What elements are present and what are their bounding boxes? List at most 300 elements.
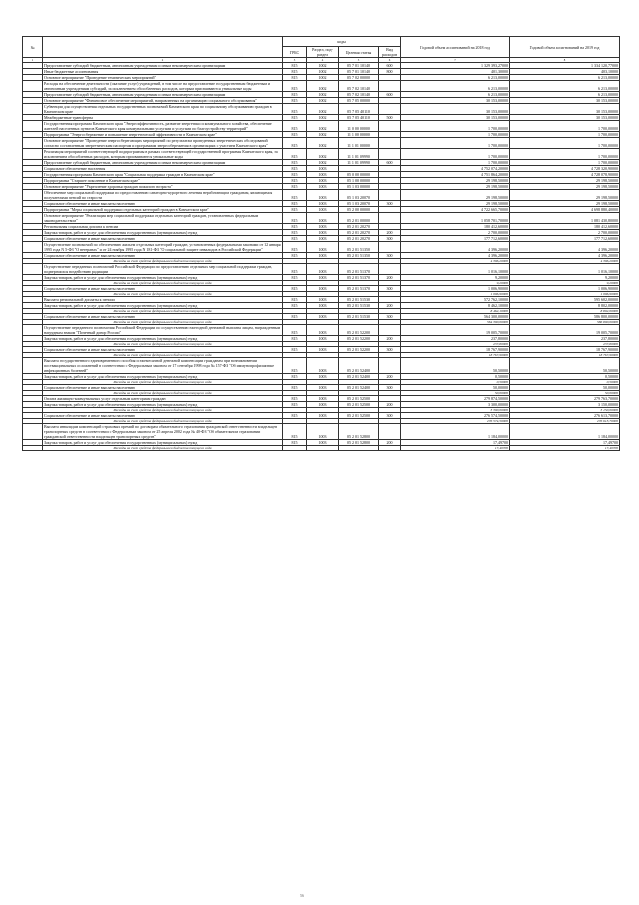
item-name-cell: Основное мероприятие "Реализация мер социальной поддержки отдельных категорий граждан, установленных федеральным законодательством"	[43, 213, 283, 224]
item-name-cell: Расходы за счет средств федерального бюджета текущего года	[43, 380, 283, 385]
amount-2018-cell: 50,00000	[401, 391, 510, 396]
razdel-code-cell: 1003	[307, 224, 339, 230]
amount-2019-cell: 29 198,50000	[510, 184, 620, 190]
item-name-cell: Социальное обеспечение и иные выплаты населению	[43, 236, 283, 242]
expense-type-cell: 300	[379, 201, 401, 207]
amount-2019-cell: 1 334 120,77000	[510, 63, 620, 69]
grbs-code-cell: 815	[283, 92, 307, 98]
amount-2018-cell: 18 767,90000	[401, 353, 510, 358]
amount-2018-cell: 1 329 393,27000	[401, 63, 510, 69]
expense-type-cell: 200	[379, 402, 401, 408]
amount-2018-cell: 564 300,00000	[401, 320, 510, 325]
budget-row	[23, 190, 620, 201]
expense-type-cell: 300	[379, 286, 401, 292]
item-name-cell: Иные бюджетные ассигнования	[43, 69, 283, 75]
amount-2018-cell: 279 874,50000	[401, 396, 510, 402]
grbs-code-cell: 815	[283, 314, 307, 320]
amount-2018-cell: 30 153,00000	[401, 104, 510, 115]
amount-2019-cell: 586 800,00000	[510, 314, 620, 320]
target-article-cell: 05 2 00 00000	[339, 207, 379, 213]
amount-2018-cell: 1 700,00000	[401, 138, 510, 149]
amount-2018-cell: 3 300,00000	[401, 402, 510, 408]
amount-2019-cell: 237,80000	[510, 342, 620, 347]
item-name-cell: Закупка товаров, работ и услуг для обеспечения государственных (муниципальных) нужд	[43, 303, 283, 309]
grbs-code-cell: 815	[283, 172, 307, 178]
target-article-cell: 05 2 01 51530	[339, 303, 379, 309]
amount-2018-cell: 4 396,20000	[401, 259, 510, 264]
budget-row	[23, 81, 620, 92]
razdel-code-cell: 1003	[307, 325, 339, 336]
column-index: 8	[510, 58, 620, 63]
expense-type-cell: 200	[379, 303, 401, 309]
target-article-cell: 05 7 02 10140	[339, 81, 379, 92]
razdel-code-cell: 1003	[307, 314, 339, 320]
amount-2018-cell: 1 700,00000	[401, 160, 510, 166]
row-number-cell	[23, 81, 43, 92]
amount-2019-cell: 19 005,70000	[510, 325, 620, 336]
amount-2019-cell: 177 712,60000	[510, 236, 620, 242]
razdel-code-cell: 1003	[307, 347, 339, 353]
item-name-cell: Социальное обеспечение и иные выплаты населению	[43, 314, 283, 320]
grbs-code-cell: 815	[283, 424, 307, 440]
expense-type-cell: 200	[379, 336, 401, 342]
amount-2018-cell: 4 722 665,70000	[401, 207, 510, 213]
amount-2019-cell: 17,49700	[510, 446, 620, 451]
item-name-cell: Основное мероприятие "Финансовое обеспечение мероприятий, направленных на организацию социального обслуживания"	[43, 98, 283, 104]
grbs-code-cell: 815	[283, 166, 307, 172]
amount-2018-cell: 29 198,50000	[401, 178, 510, 184]
item-name-cell: Социальное обеспечение и иные выплаты населению	[43, 286, 283, 292]
amount-2018-cell: 401,30000	[401, 69, 510, 75]
amount-2018-cell: 17,49700	[401, 440, 510, 446]
amount-2019-cell: 237,80000	[510, 336, 620, 342]
amount-2019-cell: 586 800,00000	[510, 320, 620, 325]
item-name-cell: Реализация мероприятий соответствующей подпрограммы в рамках соответствующей государственной программы Камчатского края, за исключением обособленных расходов, которым присваиваются уникальные коды	[43, 149, 283, 160]
amount-2018-cell: 0,50000	[401, 380, 510, 385]
amount-2019-cell: 17,49700	[510, 440, 620, 446]
expense-type-cell	[379, 242, 401, 253]
amount-2018-cell: 572 762,10000	[401, 297, 510, 303]
target-article-cell	[339, 446, 379, 451]
item-name-cell: Закупка товаров, работ и услуг для обеспечения государственных (муниципальных) нужд	[43, 336, 283, 342]
target-article-cell: 05 1 03 20070	[339, 190, 379, 201]
razdel-code-cell: 1003	[307, 413, 339, 419]
item-name-cell: Расходы за счет средств федерального бюджета текущего года	[43, 342, 283, 347]
column-index: 2	[43, 58, 283, 63]
grbs-code-cell: 815	[283, 75, 307, 81]
grbs-code-cell: 815	[283, 440, 307, 446]
amount-2019-cell: 30 153,00000	[510, 98, 620, 104]
amount-2018-cell: 276 574,50000	[401, 419, 510, 424]
target-article-cell: 05 1 03 20070	[339, 201, 379, 207]
amount-2019-cell: 50,00000	[510, 391, 620, 396]
amount-2019-cell: 3 150,00000	[510, 402, 620, 408]
grbs-code-cell: 815	[283, 325, 307, 336]
amount-2019-cell: 4 396,20000	[510, 259, 620, 264]
razdel-code-cell: 1002	[307, 138, 339, 149]
amount-2019-cell: 30 153,00000	[510, 115, 620, 121]
item-name-cell: Расходы за счет средств федерального бюджета текущего года	[43, 446, 283, 451]
amount-2019-cell: 4 396,20000	[510, 253, 620, 259]
row-number-cell	[23, 138, 43, 149]
item-name-cell: Обеспечение мер социальной поддержки по предоставлению санаторно-курортного лечения неработающим гражданам, являющимся получателями пенсий по старости	[43, 190, 283, 201]
grbs-code-cell: 815	[283, 230, 307, 236]
razdel-code-cell: 1002	[307, 132, 339, 138]
row-number-cell	[23, 104, 43, 115]
col-razdel-header: Раздел, под-раздел	[307, 47, 339, 58]
expense-type-cell: 300	[379, 236, 401, 242]
budget-row	[23, 424, 620, 440]
amount-2019-cell: 6 213,00000	[510, 92, 620, 98]
expense-type-cell	[379, 190, 401, 201]
grbs-code-cell: 815	[283, 132, 307, 138]
col-name-header	[43, 37, 283, 58]
amount-2018-cell: 564 300,00000	[401, 314, 510, 320]
grbs-code-cell: 815	[283, 207, 307, 213]
item-name-cell: Осуществление переданного полномочия Российской Федерации по осуществлению ежегодной денежной выплаты лицам, награжденным нагрудным знаком "Почетный донор России"	[43, 325, 283, 336]
razdel-code-cell: 1003	[307, 396, 339, 402]
razdel-code-cell: 1003	[307, 264, 339, 275]
expense-type-cell	[379, 213, 401, 224]
grbs-code-cell: 815	[283, 224, 307, 230]
razdel-code-cell: 1002	[307, 115, 339, 121]
target-article-cell: 05 2 01 52500	[339, 413, 379, 419]
razdel-code-cell	[307, 446, 339, 451]
amount-2018-cell: 29 198,50000	[401, 184, 510, 190]
row-number-cell	[23, 190, 43, 201]
razdel-code-cell: 1003	[307, 190, 339, 201]
amount-2019-cell: 0,50000	[510, 374, 620, 380]
target-article-cell: 05 7 02 00000	[339, 75, 379, 81]
amount-2018-cell: 1 016,10000	[401, 264, 510, 275]
amount-2019-cell: 9,20000	[510, 281, 620, 286]
grbs-code-cell: 815	[283, 413, 307, 419]
target-article-cell: 05 2 01 52400	[339, 385, 379, 391]
grbs-code-cell: 815	[283, 253, 307, 259]
expense-type-cell: 200	[379, 374, 401, 380]
amount-2019-cell: 6 213,00000	[510, 81, 620, 92]
item-name-cell: Предоставление субсидий бюджетным, автономным учреждениям и иным некоммерческим организациям	[43, 92, 283, 98]
item-name-cell: Осуществление полномочий по обеспечению жильем отдельных категорий граждан, установленных федеральными законами от 12 января 1995 года N 5-ФЗ "О ветеранах" и от 24 ноября 1995 года N 181-ФЗ "О социальной защите инвалидов в Российской Федерации"	[44, 242, 281, 252]
grbs-code-cell: 815	[283, 178, 307, 184]
item-name-cell: Расходы за счет средств федерального бюджета текущего года	[43, 419, 283, 424]
amount-2019-cell: 9,20000	[510, 275, 620, 281]
row-number-cell	[23, 446, 43, 451]
target-article-cell: 05 1 00 00000	[339, 178, 379, 184]
grbs-code-cell: 815	[283, 385, 307, 391]
target-article-cell: 11 1 01 00000	[339, 138, 379, 149]
item-name-cell: Основное мероприятие "Проведение энергосберегающих мероприятий по результатам проведенных энергетических обследований согласно составленным энергетическим паспортам и программам энергосбережения в организациях с участием Камчатского края"	[43, 138, 283, 149]
item-name-cell: Социальное обеспечение и иные выплаты населению	[43, 347, 283, 353]
expense-type-cell: 300	[379, 385, 401, 391]
razdel-code-cell: 1003	[307, 402, 339, 408]
page-number: 56	[300, 893, 304, 898]
target-article-cell: 05 2 01 51370	[339, 264, 379, 275]
amount-2018-cell: 1 184,00000	[401, 424, 510, 440]
amount-2019-cell: 180 412,60000	[510, 224, 620, 230]
razdel-code-cell: 1002	[307, 63, 339, 69]
grbs-code-cell: 815	[283, 160, 307, 166]
expense-type-cell: 300	[379, 347, 401, 353]
budget-table	[22, 36, 620, 451]
item-name-cell: Подпрограмма "Меры социальной поддержки отдельных категорий граждан в Камчатском крае"	[43, 207, 283, 213]
amount-2018-cell: 237,80000	[401, 336, 510, 342]
amount-2019-cell: 1 700,00000	[510, 132, 620, 138]
expense-type-cell	[379, 424, 401, 440]
amount-2019-cell: 29 198,50000	[510, 201, 620, 207]
amount-2018-cell: 17,49700	[401, 446, 510, 451]
amount-2019-cell: 4 396,20000	[510, 242, 620, 253]
amount-2018-cell: 1 700,00000	[401, 121, 510, 132]
amount-2019-cell: 1 700,00000	[510, 149, 620, 160]
razdel-code-cell: 1003	[307, 297, 339, 303]
col-csr-header: Целевая статья	[339, 47, 379, 58]
budget-row	[23, 242, 620, 253]
grbs-code-cell: 815	[283, 121, 307, 132]
amount-2018-cell: 6 213,00000	[401, 92, 510, 98]
razdel-code-cell: 1002	[307, 104, 339, 115]
column-index: 6	[379, 58, 401, 63]
expense-type-cell	[379, 81, 401, 92]
expense-type-cell: 600	[379, 63, 401, 69]
grbs-code-cell: 815	[283, 81, 307, 92]
item-name-cell: Расходы на обеспечение деятельности (оказание услуг) учреждений, в том числе на предоставление государственным бюджетным и автономным учреждениям субсидий, за исключением обособленных расходов, которым присваиваются уникальные коды	[43, 81, 283, 92]
razdel-code-cell: 1002	[307, 149, 339, 160]
expense-type-cell	[379, 104, 401, 115]
item-name-cell: Социальное обеспечение и иные выплаты населению	[43, 385, 283, 391]
target-article-cell: 05 7 01 10140	[339, 63, 379, 69]
amount-2018-cell: 50,50000	[401, 358, 510, 374]
target-article-cell: 05 2 01 51350	[339, 242, 379, 253]
item-name-cell: Расходы за счет средств федерального бюджета текущего года	[43, 281, 283, 286]
amount-2019-cell: 8 802,00000	[510, 303, 620, 309]
column-index: 4	[307, 58, 339, 63]
item-name-cell: Выплата региональной доплаты к пенсии	[43, 297, 283, 303]
grbs-code-cell: 815	[283, 138, 307, 149]
grbs-code-cell: 815	[283, 402, 307, 408]
target-article-cell: 05 7 02 10140	[339, 92, 379, 98]
target-article-cell: 05 2 01 20270	[339, 230, 379, 236]
amount-2018-cell: 1 058 701,70000	[401, 213, 510, 224]
item-name-cell: Осуществление переданных полномочий Российской Федерации по предоставлению отдельных мер социальной поддержки граждан, подвергшихся воздействию радиации	[43, 264, 283, 275]
expense-type-cell: 800	[379, 69, 401, 75]
budget-row	[23, 264, 620, 275]
amount-2018-cell: 30 153,00000	[401, 98, 510, 104]
target-article-cell: 11 1 01 09990	[339, 149, 379, 160]
grbs-code-cell: 815	[283, 358, 307, 374]
grbs-code-cell: 815	[283, 63, 307, 69]
col-2019-header: Годовой объем ассигнований на 2019 год	[510, 37, 620, 58]
amount-2019-cell: 50,50000	[510, 358, 620, 374]
grbs-code-cell	[283, 446, 307, 451]
grbs-code-cell: 815	[283, 184, 307, 190]
razdel-code-cell: 1003	[307, 440, 339, 446]
razdel-code-cell: 1003	[307, 230, 339, 236]
amount-2019-cell: 50,00000	[510, 385, 620, 391]
expense-type-cell: 300	[379, 314, 401, 320]
target-article-cell: 11 1 00 00000	[339, 132, 379, 138]
razdel-code-cell: 1003	[307, 253, 339, 259]
amount-2019-cell: 403,10000	[510, 69, 620, 75]
amount-2019-cell: 1 700,00000	[510, 160, 620, 166]
column-index: 1	[23, 58, 43, 63]
target-article-cell: 05 2 01 51370	[339, 286, 379, 292]
amount-2019-cell: 0,50000	[510, 380, 620, 385]
item-name-cell: Закупка товаров, работ и услуг для обеспечения государственных (муниципальных) нужд	[43, 440, 283, 446]
target-article-cell: 05 2 01 51530	[339, 297, 379, 303]
target-article-cell: 05 2 01 52200	[339, 347, 379, 353]
amount-2019-cell: 276 613,70000	[510, 419, 620, 424]
razdel-code-cell: 1002	[307, 81, 339, 92]
razdel-code-cell: 1003	[307, 213, 339, 224]
item-name-cell: Государственная программа Камчатского края "Энергоэффективность, развитие энергетики и коммунального хозяйства, обеспечение жителей населенных пунктов Камчатского края коммунальными услугами и услугами по благоустройству территорий"	[43, 121, 283, 132]
grbs-code-cell: 815	[283, 190, 307, 201]
amount-2019-cell: 2 700,00000	[510, 230, 620, 236]
razdel-code-cell: 1003	[307, 178, 339, 184]
item-name-cell: Расходы за счет средств федерального бюджета текущего года	[43, 259, 283, 264]
razdel-code-cell: 1003	[307, 385, 339, 391]
amount-2018-cell: 180 412,60000	[401, 224, 510, 230]
item-name-cell: Социальное обеспечение и иные выплаты населению	[43, 413, 283, 419]
amount-2019-cell: 3 150,00000	[510, 408, 620, 413]
amount-2018-cell: 2 700,00000	[401, 230, 510, 236]
razdel-code-cell: 1002	[307, 92, 339, 98]
target-article-cell: 05 2 01 20270	[339, 224, 379, 230]
grbs-code-cell: 815	[283, 297, 307, 303]
column-index: 3	[283, 58, 307, 63]
razdel-code-cell: 1003	[307, 207, 339, 213]
grbs-code-cell: 815	[283, 236, 307, 242]
amount-2019-cell: 29 198,50000	[510, 190, 620, 201]
grbs-code-cell: 815	[283, 264, 307, 275]
column-index: 5	[339, 58, 379, 63]
expense-type-cell	[379, 149, 401, 160]
amount-2019-cell: 18 767,90000	[510, 353, 620, 358]
row-number-cell	[23, 264, 43, 275]
amount-2018-cell: 1 006,90000	[401, 286, 510, 292]
row-number-cell	[23, 149, 43, 160]
razdel-code-cell: 1003	[307, 374, 339, 380]
target-article-cell: 05 2 01 52500	[339, 396, 379, 402]
target-article-cell: 05 7 05 40110	[339, 104, 379, 115]
target-article-cell: 05 2 01 52400	[339, 358, 379, 374]
amount-2019-cell: 1 700,00000	[510, 138, 620, 149]
grbs-code-cell: 815	[283, 149, 307, 160]
amount-2018-cell: 177 712,60000	[401, 236, 510, 242]
amount-2018-cell: 1 700,00000	[401, 149, 510, 160]
item-name-cell: Государственная программа Камчатского края "Социальная поддержка граждан в Камчатском крае"	[43, 172, 283, 178]
row-number-cell	[23, 424, 43, 440]
row-number-cell	[23, 121, 43, 132]
expense-type-cell: 600	[379, 92, 401, 98]
target-article-cell: 05 1 03 00000	[339, 184, 379, 190]
item-name-cell: Расходы за счет средств федерального бюджета текущего года	[43, 292, 283, 297]
row-number-cell	[23, 242, 43, 253]
target-article-cell: 05 2 01 52200	[339, 325, 379, 336]
grbs-code-cell: 815	[283, 374, 307, 380]
amount-2018-cell: 9,20000	[401, 281, 510, 286]
amount-2018-cell: 1 006,90000	[401, 292, 510, 297]
budget-row	[23, 213, 620, 224]
budget-row	[23, 358, 620, 374]
budget-row	[23, 121, 620, 132]
amount-2018-cell: 4 396,20000	[401, 242, 510, 253]
grbs-code-cell: 815	[283, 104, 307, 115]
grbs-code-cell: 815	[283, 286, 307, 292]
amount-2018-cell: 50,00000	[401, 385, 510, 391]
item-name-cell: Основное мероприятие "Проведение тематических мероприятий"	[43, 75, 283, 81]
target-article-cell: 05 2 01 20270	[339, 236, 379, 242]
amount-2018-cell: 8 462,10000	[401, 309, 510, 314]
amount-2019-cell: 4 728 320,90000	[510, 166, 620, 172]
razdel-code-cell: 1002	[307, 98, 339, 104]
amount-2019-cell: 29 198,50000	[510, 178, 620, 184]
expense-type-cell	[379, 121, 401, 132]
amount-2018-cell: 4 396,20000	[401, 253, 510, 259]
grbs-code-cell: 815	[283, 69, 307, 75]
target-article-cell: 05 2 01 51350	[339, 253, 379, 259]
item-name-cell: Региональная социальная доплата к пенсии	[43, 224, 283, 230]
amount-2019-cell: 1 081 430,80000	[510, 213, 620, 224]
amount-2018-cell: 6 213,00000	[401, 75, 510, 81]
expense-type-cell	[379, 446, 401, 451]
razdel-code-cell: 1003	[307, 172, 339, 178]
expense-type-cell: 300	[379, 413, 401, 419]
grbs-code-cell: 815	[283, 336, 307, 342]
expense-type-cell	[379, 138, 401, 149]
target-article-cell: 11 0 00 00000	[339, 121, 379, 132]
razdel-code-cell: 1003	[307, 184, 339, 190]
amount-2019-cell: 4 698 880,40000	[510, 207, 620, 213]
item-name-cell: Расходы за счет средств федерального бюджета текущего года	[43, 309, 283, 314]
razdel-code-cell: 1002	[307, 75, 339, 81]
item-name-cell: Межбюджетные трансферты	[43, 115, 283, 121]
col-2018-header: Годовой объем ассигнований на 2018 год	[401, 37, 510, 58]
row-number-cell	[23, 213, 43, 224]
target-article-cell: 11 1 01 09990	[339, 160, 379, 166]
razdel-code-cell: 1003	[307, 303, 339, 309]
item-name-cell: Расходы за счет средств федерального бюджета текущего года	[43, 408, 283, 413]
federal-funds-note-row	[23, 446, 620, 451]
razdel-code-cell: 1003	[307, 286, 339, 292]
amount-2019-cell: 276 613,70000	[510, 413, 620, 419]
amount-2019-cell: 1 700,00000	[510, 121, 620, 132]
column-index: 7	[401, 58, 510, 63]
grbs-code-cell: 815	[283, 303, 307, 309]
col-grbs-header: ГРБС	[283, 47, 307, 58]
razdel-code-cell: 1003	[307, 201, 339, 207]
item-name-cell: Расходы за счет средств федерального бюджета текущего года	[43, 353, 283, 358]
amount-2018-cell: 19 005,70000	[401, 325, 510, 336]
amount-2018-cell: 0,50000	[401, 374, 510, 380]
amount-2018-cell: 276 574,50000	[401, 413, 510, 419]
grbs-code-cell: 815	[283, 347, 307, 353]
target-article-cell: 05 2 01 52500	[339, 402, 379, 408]
target-article-cell: 05 2 01 51370	[339, 275, 379, 281]
grbs-code-cell: 815	[283, 213, 307, 224]
item-name-cell: Расходы за счет средств федерального бюджета текущего года	[43, 320, 283, 325]
target-article-cell: 05 2 01 52400	[339, 374, 379, 380]
row-number-cell	[23, 358, 43, 374]
amount-2019-cell: 1 006,90000	[510, 286, 620, 292]
budget-row	[23, 104, 620, 115]
item-name-cell: Основное мероприятие "Укрепление здоровья граждан пожилого возраста"	[43, 184, 283, 190]
amount-2018-cell: 4 752 074,20000	[401, 166, 510, 172]
expense-type-cell: 500	[379, 115, 401, 121]
amount-2019-cell: 18 767,90000	[510, 347, 620, 353]
col-vr-header: Вид расходов	[379, 47, 401, 58]
razdel-code-cell: 1002	[307, 121, 339, 132]
